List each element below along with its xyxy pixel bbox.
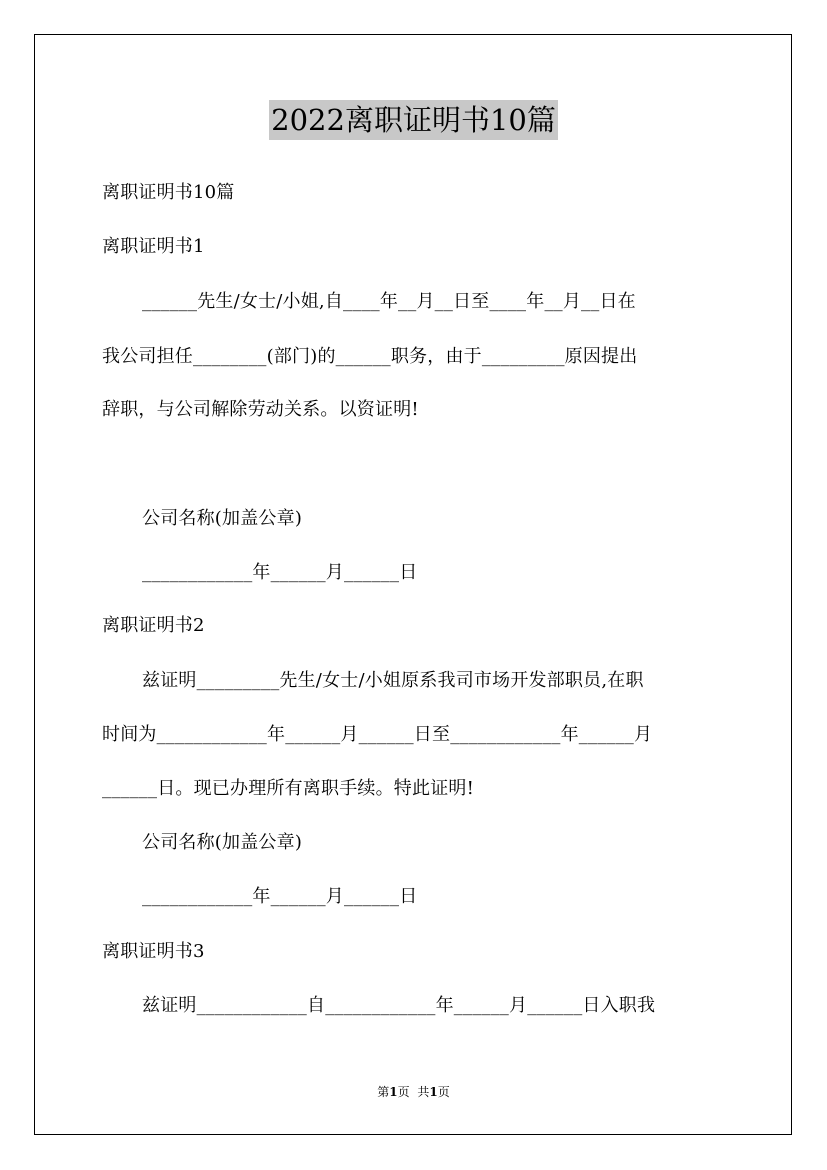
paragraph-line: 兹证明____________自____________年______月______日入职我 <box>142 995 656 1016</box>
company-seal-label: 公司名称(加盖公章) <box>142 832 303 853</box>
section-heading: 离职证明书2 <box>102 615 205 636</box>
total-pages: 1 <box>429 1085 438 1099</box>
page-label-suffix: 页 <box>397 1085 410 1099</box>
paragraph-line: 兹证明_________先生/女士/小姐原系我司市场开发部职员,在职 <box>142 670 644 691</box>
company-seal-label: 公司名称(加盖公章) <box>142 508 303 529</box>
page-footer <box>0 1084 827 1100</box>
paragraph-line: 时间为____________年______月______日至____________年______月 <box>102 724 653 745</box>
document-title: 2022离职证明书10篇 <box>269 100 558 140</box>
date-line: ____________年______月______日 <box>142 562 418 583</box>
paragraph-line: ______先生/女士/小姐,自____年__月__日至____年__月__日在 <box>142 291 636 312</box>
intro-line: 离职证明书10篇 <box>102 182 235 203</box>
paragraph-line: 辞职，与公司解除劳动关系。以资证明! <box>102 399 419 420</box>
page-number: 1 <box>389 1085 398 1099</box>
total-label-prefix: 共 <box>417 1085 430 1099</box>
section-heading: 离职证明书3 <box>102 941 205 962</box>
section-heading: 离职证明书1 <box>102 236 205 257</box>
paragraph-line: ______日。现已办理所有离职手续。特此证明! <box>102 778 475 799</box>
total-label-suffix: 页 <box>437 1085 450 1099</box>
title-container <box>0 100 827 140</box>
page-label-prefix: 第 <box>377 1085 390 1099</box>
paragraph-line: 我公司担任________(部门)的______职务，由于_________原因提出 <box>102 346 638 367</box>
date-line: ____________年______月______日 <box>142 886 418 907</box>
